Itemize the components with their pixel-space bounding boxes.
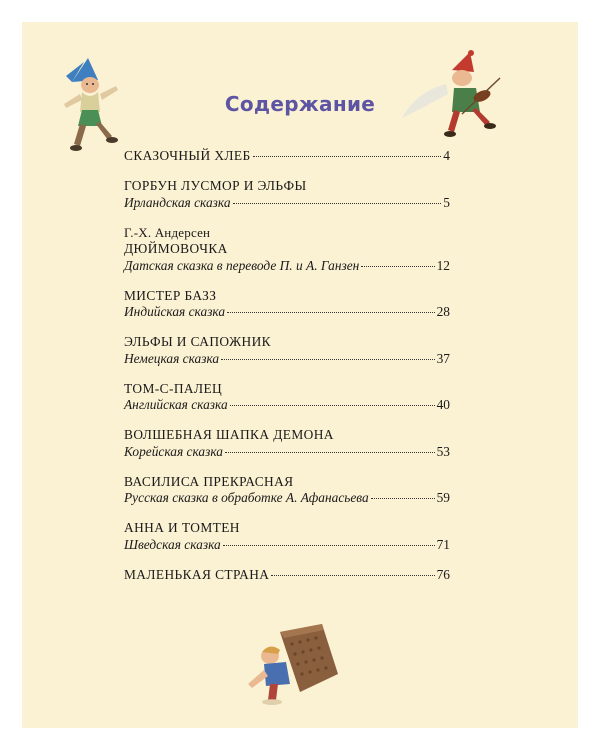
dot-leader (233, 203, 442, 204)
toc-page-number: 76 (436, 566, 450, 582)
book-page (22, 22, 578, 728)
dot-leader (271, 575, 434, 576)
toc-entry-subtitle: Немецкая сказка (124, 350, 220, 366)
toc-entry-subtitle-line (124, 258, 450, 275)
toc-entry-subtitle: Индийская сказка (124, 304, 226, 319)
dot-leader (221, 359, 435, 360)
toc-entry-title-line (124, 567, 450, 584)
toc-entry-subtitle-line (124, 490, 450, 507)
toc-entry-subtitle: Английская сказка (124, 397, 228, 412)
table-of-contents (124, 148, 450, 597)
toc-entry-title: ГОРБУН ЛУСМОР И ЭЛЬФЫ (124, 178, 307, 193)
toc-entry-subtitle-line (124, 444, 450, 461)
toc-entry-subtitle: Корейская сказка (124, 443, 223, 459)
toc-entry-9[interactable] (124, 520, 450, 553)
toc-entry-title: МАЛЕНЬКАЯ СТРАНА (124, 566, 270, 582)
toc-entry-10[interactable] (124, 567, 450, 584)
dot-leader (371, 498, 435, 499)
toc-entry-title: АННА И ТОМТЕН (124, 520, 240, 535)
toc-entry-subtitle: Датская сказка в переводе П. и А. Ганзен (124, 257, 360, 273)
toc-entry-subtitle-line (124, 397, 450, 414)
thimble-elf-illustration (240, 622, 350, 706)
toc-entry-8[interactable] (124, 474, 450, 507)
toc-entry-subtitle: Русская сказка в обработке А. Афанасьева (124, 490, 369, 505)
toc-entry-6[interactable] (124, 381, 450, 414)
toc-entry-subtitle-line (124, 351, 450, 368)
toc-entry-title: ЭЛЬФЫ И САПОЖНИК (124, 334, 272, 349)
toc-page-number: 4 (443, 148, 450, 163)
toc-entry-5[interactable] (124, 334, 450, 367)
toc-page-number: 53 (436, 443, 450, 459)
dot-leader (253, 156, 442, 157)
toc-page-number: 5 (443, 194, 450, 210)
toc-entry-subtitle-line (124, 537, 450, 554)
dot-leader (230, 405, 435, 406)
toc-entry-1[interactable] (124, 148, 450, 165)
toc-entry-title: ВАСИЛИСА ПРЕКРАСНАЯ (124, 473, 294, 489)
toc-entry-3[interactable] (124, 225, 450, 275)
toc-entry-author: Г.-Х. Андерсен (124, 224, 211, 240)
toc-page-number: 37 (436, 350, 450, 366)
dot-leader (223, 545, 435, 546)
toc-page-number: 40 (436, 397, 450, 412)
toc-entry-title: ВОЛШЕБНАЯ ШАПКА ДЕМОНА (124, 427, 334, 442)
dot-leader (227, 312, 435, 313)
toc-entry-subtitle: Шведская сказка (124, 536, 221, 552)
toc-page-number: 71 (436, 536, 450, 552)
toc-page-number: 12 (436, 257, 450, 273)
toc-page-number: 28 (436, 304, 450, 319)
toc-entry-subtitle: Ирландская сказка (124, 194, 231, 210)
toc-entry-subtitle-line (124, 304, 450, 321)
toc-entry-title: СКАЗОЧНЫЙ ХЛЕБ (124, 148, 251, 163)
toc-entry-title: ТОМ-С-ПАЛЕЦ (124, 380, 223, 396)
toc-entry-title-line (124, 148, 450, 165)
toc-entry-subtitle-line (124, 195, 450, 212)
toc-entry-7[interactable] (124, 427, 450, 460)
toc-entry-title: ДЮЙМОВОЧКА (124, 241, 228, 256)
toc-page-number: 59 (436, 490, 450, 505)
toc-entry-title: МИСТЕР БАЗЗ (124, 287, 217, 303)
toc-entry-4[interactable] (124, 288, 450, 321)
dot-leader (361, 266, 434, 267)
page-title: Содержание (224, 92, 376, 116)
dot-leader (225, 452, 435, 453)
toc-entry-2[interactable] (124, 178, 450, 211)
